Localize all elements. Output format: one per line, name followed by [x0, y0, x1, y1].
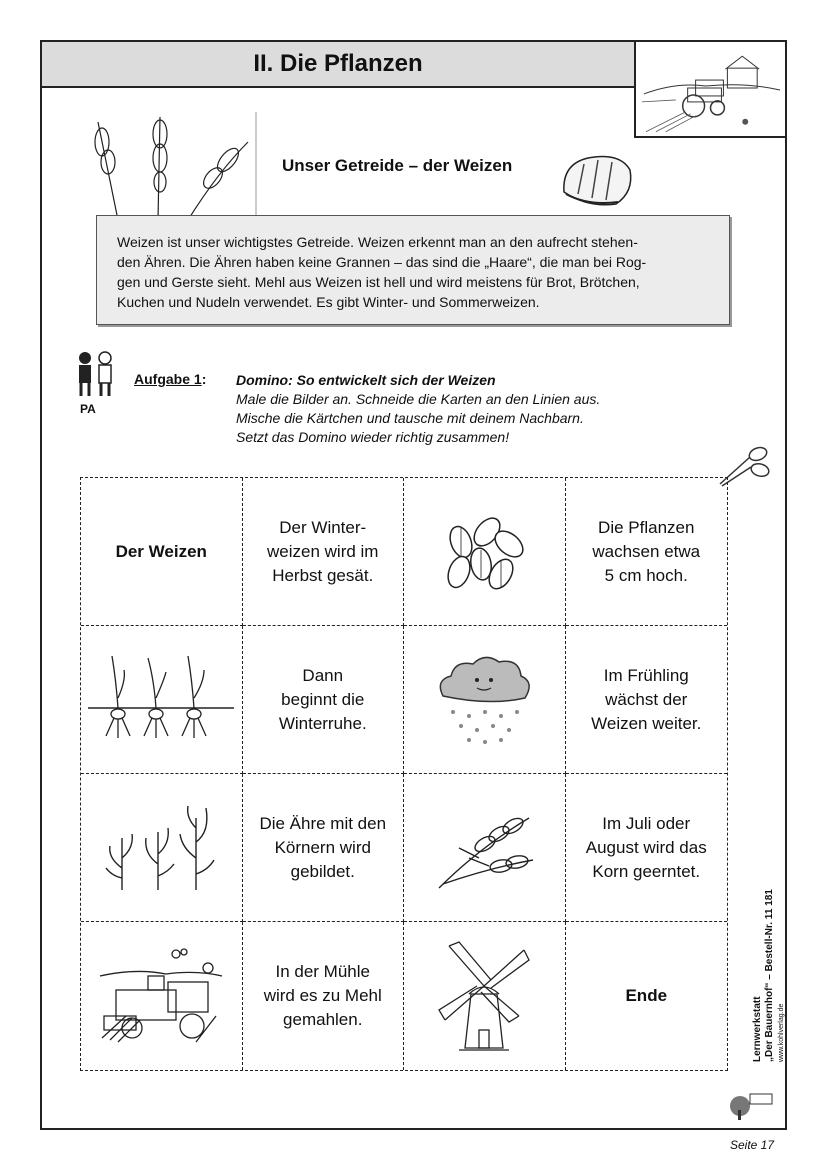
domino-card[interactable] — [243, 774, 405, 922]
domino-card[interactable] — [404, 478, 566, 626]
wheat-ear-image — [429, 798, 539, 898]
domino-card[interactable] — [566, 922, 728, 1070]
domino-grid — [80, 477, 728, 1071]
domino-card[interactable] — [566, 774, 728, 922]
card-line: 5 cm hoch. — [604, 565, 688, 585]
domino-card[interactable] — [81, 922, 243, 1070]
card-line: Der Winter- — [279, 517, 367, 537]
young-plants-image — [96, 798, 226, 898]
card-line: beginnt die — [281, 689, 365, 709]
card-line: Herbst gesät. — [272, 565, 374, 585]
domino-card[interactable] — [566, 478, 728, 626]
card-line: wächst der — [605, 689, 688, 709]
card-line: Winterruhe. — [278, 713, 367, 733]
card-text — [267, 516, 378, 588]
domino-card[interactable] — [566, 626, 728, 774]
card-line: In der Mühle — [275, 962, 370, 981]
domino-card[interactable] — [404, 626, 566, 774]
card-line: wachsen etwa — [592, 541, 701, 561]
card-line: gebildet. — [290, 861, 355, 881]
card-line: wird es zu Mehl — [263, 986, 382, 1005]
task-label — [134, 371, 206, 387]
task-title: Domino: So entwickelt sich der Weizen — [236, 372, 496, 388]
task-label-text: Aufgabe 1 — [134, 371, 202, 387]
card-line: Die Pflanzen — [598, 517, 695, 537]
domino-card[interactable] — [81, 626, 243, 774]
bread-loaf-illustration — [558, 148, 636, 210]
publisher-url: www.kohlverlag.de — [778, 1003, 785, 1062]
card-text: Der Weizen — [115, 541, 207, 561]
domino-card[interactable] — [404, 922, 566, 1070]
farm-tractor-illustration — [634, 40, 787, 138]
task-line: Mische die Kärtchen und tausche mit deinem Nachbarn. — [236, 410, 584, 426]
partner-work-icon — [72, 350, 118, 398]
card-line: Weizen weiter. — [591, 713, 702, 733]
card-line: Dann — [302, 665, 344, 685]
task-line: Setzt das Domino wieder richtig zusammen! — [236, 429, 510, 445]
seedlings-image — [86, 650, 236, 750]
card-line: Im Juli oder — [602, 813, 691, 833]
domino-card[interactable] — [404, 774, 566, 922]
card-text — [591, 664, 701, 736]
card-line: August wird das — [585, 837, 707, 857]
combine-harvester-image — [96, 946, 226, 1046]
card-text — [586, 812, 707, 884]
section-subtitle: Unser Getreide – der Weizen — [282, 156, 513, 175]
domino-card[interactable] — [243, 626, 405, 774]
info-box — [96, 215, 730, 325]
publisher-logo-icon — [728, 1080, 776, 1122]
task-label-colon: : — [201, 371, 207, 387]
domino-card[interactable] — [243, 922, 405, 1070]
info-line: gen und Gerste sieht. Mehl aus Weizen ist hell und wird meistens für Brot, Brötchen, — [117, 274, 640, 290]
windmill-image — [429, 936, 539, 1056]
card-line: gemahlen. — [283, 1010, 363, 1029]
card-text: Ende — [625, 986, 668, 1005]
domino-card[interactable] — [243, 478, 405, 626]
card-text — [264, 960, 382, 1032]
card-line: weizen wird im — [267, 541, 379, 561]
domino-card[interactable] — [81, 774, 243, 922]
publisher-line: „Der Bauernhof“ – Bestell-Nr. 11 181 — [764, 889, 775, 1062]
card-line: Im Frühling — [603, 665, 689, 685]
wheat-grains-image — [429, 502, 539, 602]
page-number: Seite 17 — [730, 1138, 775, 1152]
card-text — [259, 812, 386, 884]
card-text — [592, 516, 700, 588]
info-line: Weizen ist unser wichtigstes Getreide. Weizen erkennt man an den aufrecht stehen- — [117, 234, 638, 250]
page-title: II. Die Pflanzen — [40, 40, 636, 88]
task-line: Male die Bilder an. Schneide die Karten an den Linien aus. — [236, 391, 601, 407]
wheat-ears-illustration — [78, 112, 258, 222]
card-line: Die Ähre mit den — [259, 813, 387, 833]
publisher-line: Lernwerkstatt — [752, 996, 763, 1062]
task-instructions — [236, 371, 600, 447]
snow-cloud-image — [429, 650, 539, 750]
card-line: Korn geerntet. — [592, 861, 701, 881]
info-line: Kuchen und Nudeln verwendet. Es gibt Winter- und Sommerweizen. — [117, 294, 540, 310]
card-text — [279, 664, 367, 736]
card-line: Körnern wird — [274, 837, 371, 857]
pa-label: PA — [80, 402, 96, 416]
domino-card[interactable] — [81, 478, 243, 626]
info-line: den Ähren. Die Ähren haben keine Grannen – das sind die „Haare“, die man bei Rog- — [117, 254, 647, 270]
